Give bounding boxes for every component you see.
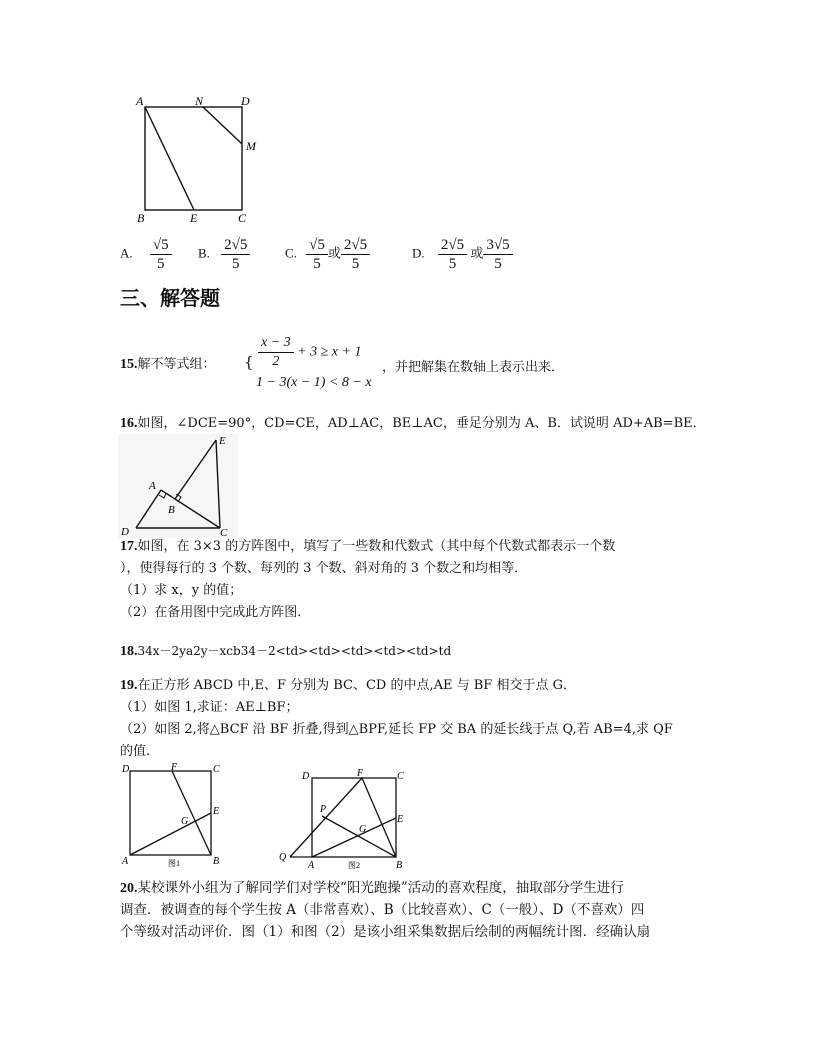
q20-line3: 个等级对活动评价．图（1）和图（2）是该小组采集数据后绘制的两幅统计图．经确认扇 <box>120 924 651 940</box>
label-e: E <box>397 814 404 825</box>
label-c: C <box>238 211 247 225</box>
label-g: G <box>359 824 367 835</box>
label-d: D <box>121 526 129 538</box>
label-b: B <box>137 211 145 225</box>
label-a: A <box>136 94 144 108</box>
label-c: C <box>213 764 220 775</box>
q17-sub1: （1）求 x，y 的值； <box>120 583 243 598</box>
label-d: D <box>302 771 310 782</box>
label-g: G <box>181 816 189 827</box>
label-e: E <box>213 806 220 817</box>
q20-line2: 调查．被调查的每个学生按 A（非常喜欢）、B（比较喜欢）、C（一般）、D（不喜欢）四 <box>120 902 645 918</box>
option-b: B. $\frac{2√5}{5}$ <box>198 236 250 273</box>
question-16: 16.如图，∠DCE=90°，CD=CE，AD⊥AC，BE⊥AC，垂足分别为 A、B．试说明 AD+AB=BE． <box>120 416 706 431</box>
option-a: A. $\frac{√5}{5}$ <box>120 236 172 273</box>
question-19: 19.在正方形 ABCD 中,E、F 分别为 BC、CD 的中点,AE 与 BF 相交于点 G． <box>120 678 576 693</box>
question-18: 18.34x－2ya2y－xcb34－2<td><td><td><td><td>td <box>120 644 452 659</box>
label-p: P <box>320 804 327 815</box>
q17-sub2: （2）在备用图中完成此方阵图． <box>120 605 311 620</box>
q15-inequality-1: $\frac{x - 3}{2}$ + 3 ≥ x + 1 <box>258 334 361 371</box>
label-a: A <box>122 856 129 867</box>
label-n: N <box>195 94 204 108</box>
label-b: B <box>213 856 220 867</box>
question-15: 15.解不等式组： <box>120 357 216 372</box>
q15-inequality-2: 1 − 3(x − 1) < 8 − x <box>256 375 372 390</box>
label-e: E <box>190 211 198 225</box>
q19-sub1: （1）如图 1,求证：AE⊥BF； <box>120 700 299 715</box>
label-q: Q <box>279 852 287 863</box>
label-f: F <box>357 768 364 779</box>
label-a: A <box>149 480 156 492</box>
q17-line2: ），使得每行的 3 个数、每列的 3 个数、斜对角的 3 个数之和均相等． <box>120 561 528 576</box>
figure-square-anmd <box>128 94 268 228</box>
label-c: C <box>220 527 228 538</box>
section-title: 三、解答题 <box>120 286 220 310</box>
figure-q19-1 <box>120 762 230 868</box>
label-f: F <box>171 762 178 773</box>
label-c: C <box>397 771 404 782</box>
figure-q19-2 <box>276 766 412 870</box>
question-17: 17.如图，在 3×3 的方阵图中，填写了一些数和代数式（其中每个代数式都表示一个数 <box>120 539 616 554</box>
figure-q16 <box>118 434 238 538</box>
q15-brace: { <box>244 353 254 371</box>
label-b: B <box>396 860 403 870</box>
option-d: D. $\frac{2√5}{5}$ 或 $\frac{3√5}{5}$ <box>412 236 513 273</box>
label-a: A <box>308 860 315 870</box>
q15-tail: ，并把解集在数轴上表示出来． <box>382 360 565 375</box>
caption-fig2: 图2 <box>348 861 360 870</box>
label-d: D <box>241 94 250 108</box>
label-b: B <box>168 504 175 516</box>
caption-fig1: 图1 <box>168 859 180 868</box>
label-e: E <box>219 435 226 447</box>
option-c: C. $\frac{√5}{5}$ 或 $\frac{2√5}{5}$ <box>285 236 370 273</box>
label-d: D <box>122 764 130 775</box>
question-20: 20.某校课外小组为了解同学们对学校“阳光跑操”活动的喜欢程度，抽取部分学生进行 <box>120 880 624 896</box>
q19-sub3: 的值. <box>120 744 151 759</box>
q19-sub2: （2）如图 2,将△BCF 沿 BF 折叠,得到△BPF,延长 FP 交 BA 的延长线于点 Q,若 AB=4,求 QF <box>120 722 673 737</box>
label-m: M <box>246 139 256 153</box>
